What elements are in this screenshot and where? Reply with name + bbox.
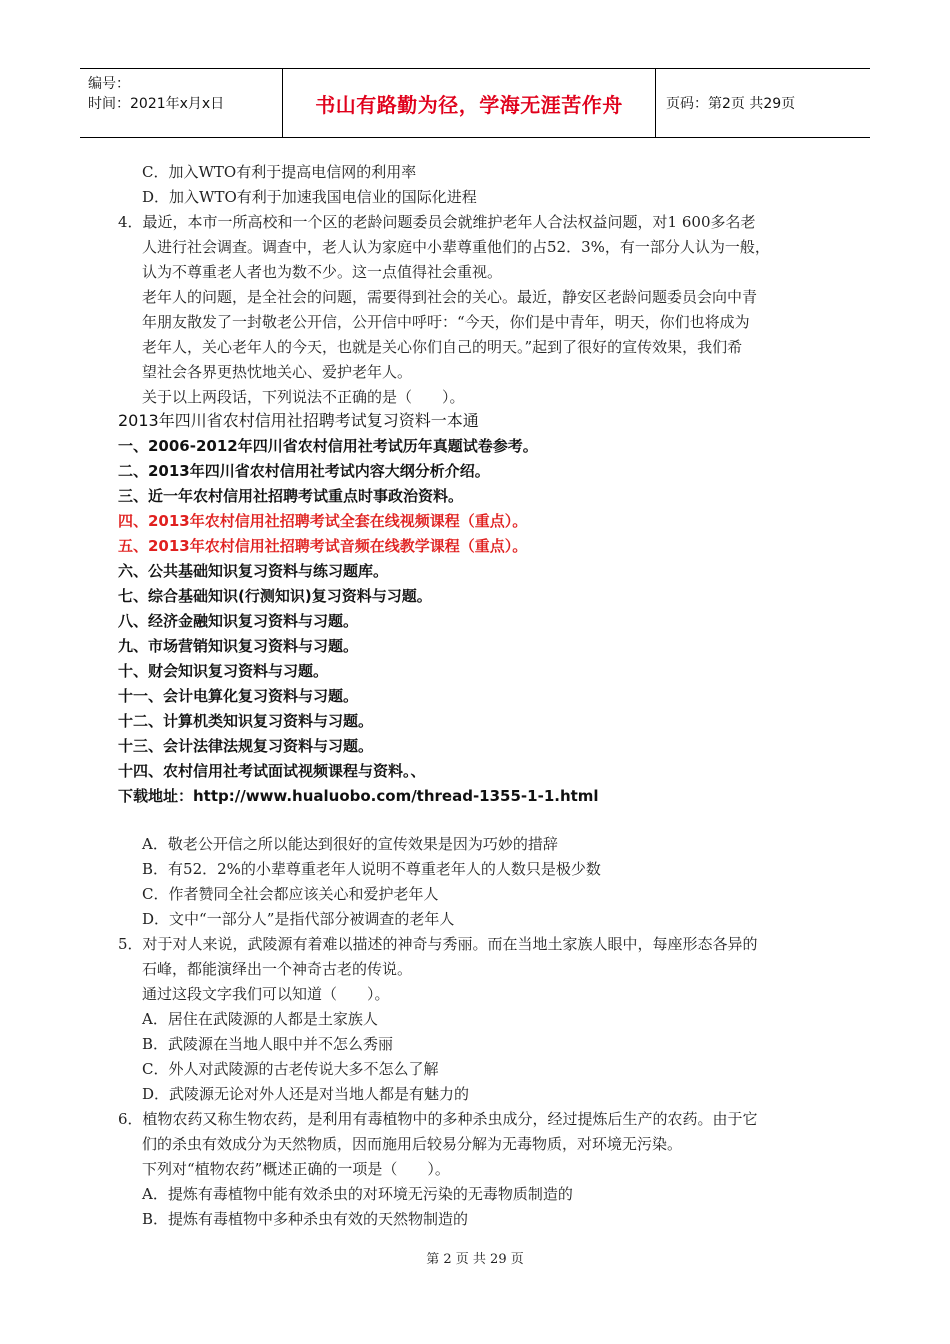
question-4-line: 年朋友散发了一封敬老公开信，公开信中呼吁：“今天，你们是中青年，明天，你们也将成为	[142, 313, 750, 331]
promo-item: 一、2006-2012年四川省农村信用社考试历年真题试卷参考。	[118, 437, 538, 455]
promo-title: 2013年四川省农村信用社招聘考试复习资料一本通	[118, 411, 479, 430]
promo-item: 八、经济金融知识复习资料与习题。	[118, 612, 359, 630]
question-4-stem: 4．最近，本市一所高校和一个区的老龄问题委员会就维护老年人合法权益问题，对1 600多名老	[118, 213, 756, 231]
question-4-line: 老年人，关心老年人的今天，也就是关心你们自己的明天。”起到了很好的宣传效果，我们希	[142, 338, 743, 356]
question-5-line: 石峰，都能演绎出一个神奇古老的传说。	[142, 960, 413, 978]
option-b: B．武陵源在当地人眼中并不怎么秀丽	[142, 1035, 394, 1053]
header-page-label: 页码：第2页 共29页	[666, 96, 796, 112]
option-b: B．有52．2%的小辈尊重老年人说明不尊重老年人的人数只是极少数	[142, 860, 601, 878]
page-footer: 第 2 页 共 29 页	[426, 1252, 524, 1267]
promo-item-highlight: 五、2013年农村信用社招聘考试音频在线教学课程（重点）。	[118, 537, 528, 555]
page-header	[80, 68, 870, 138]
download-link[interactable]: 下载地址：http://www.hualuobo.com/thread-1355-1-1.html	[118, 787, 599, 805]
question-6-line: 们的杀虫有效成分为天然物质，因而施用后较易分解为无毒物质，对环境无污染。	[142, 1135, 683, 1153]
promo-item: 十一、会计电算化复习资料与习题。	[118, 687, 359, 705]
question-4-prompt: 关于以上两段话，下列说法不正确的是（ ）。	[142, 388, 465, 406]
option-c: C．外人对武陵源的古老传说大多不怎么了解	[142, 1060, 439, 1078]
question-4-line: 老年人的问题，是全社会的问题，需要得到社会的关心。最近，静安区老龄问题委员会向中青	[142, 288, 758, 306]
header-meta	[80, 69, 283, 137]
promo-item: 十三、会计法律法规复习资料与习题。	[118, 737, 374, 755]
question-4-line: 人进行社会调查。调查中，老人认为家庭中小辈尊重他们的占52．3%，有一部分人认为一般，	[142, 238, 770, 256]
document-number-label: 编号：	[88, 76, 130, 92]
option-d: D．加入WTO有利于加速我国电信业的国际化进程	[142, 188, 477, 206]
promo-item: 十二、计算机类知识复习资料与习题。	[118, 712, 374, 730]
promo-item: 七、综合基础知识(行测知识)复习资料与习题。	[118, 587, 432, 605]
promo-item: 三、近一年农村信用社招聘考试重点时事政治资料。	[118, 487, 464, 505]
question-5-prompt: 通过这段文字我们可以知道（ ）。	[142, 985, 390, 1003]
question-6-prompt: 下列对“植物农药”概述正确的一项是（ ）。	[142, 1160, 450, 1178]
promo-item: 六、公共基础知识复习资料与练习题库。	[118, 562, 389, 580]
promo-item: 十、财会知识复习资料与习题。	[118, 662, 329, 680]
promo-item: 九、市场营销知识复习资料与习题。	[118, 637, 359, 655]
option-d: D．武陵源无论对外人还是对当地人都是有魅力的	[142, 1085, 470, 1103]
option-c: C．加入WTO有利于提高电信网的利用率	[142, 163, 417, 181]
option-a: A．敬老公开信之所以能达到很好的宣传效果是因为巧妙的措辞	[142, 835, 558, 853]
document-time-label: 时间：2021年x月x日	[88, 96, 225, 112]
option-b: B．提炼有毒植物中多种杀虫有效的天然物制造的	[142, 1210, 469, 1228]
option-d: D．文中“一部分人”是指代部分被调查的老年人	[142, 910, 455, 928]
question-4-line: 认为不尊重老人者也为数不少。这一点值得社会重视。	[142, 263, 503, 281]
promo-item: 二、2013年四川省农村信用社考试内容大纲分析介绍。	[118, 462, 490, 480]
question-6-stem: 6．植物农药又称生物农药，是利用有毒植物中的多种杀虫成分，经过提炼后生产的农药。由于它	[118, 1110, 758, 1128]
promo-item: 十四、农村信用社考试面试视频课程与资料。、	[118, 762, 426, 780]
option-c: C．作者赞同全社会都应该关心和爱护老年人	[142, 885, 439, 903]
option-a: A．居住在武陵源的人都是土家族人	[142, 1010, 378, 1028]
option-a: A．提炼有毒植物中能有效杀虫的对环境无污染的无毒物质制造的	[142, 1185, 573, 1203]
header-motto: 书山有路勤为径，学海无涯苦作舟	[283, 69, 656, 137]
promo-item-highlight: 四、2013年农村信用社招聘考试全套在线视频课程（重点）。	[118, 512, 528, 530]
question-5-stem: 5．对于对人来说，武陵源有着难以描述的神奇与秀丽。而在当地土家族人眼中，每座形态各异的	[118, 935, 758, 953]
question-4-line: 望社会各界更热忱地关心、爱护老年人。	[142, 363, 413, 381]
